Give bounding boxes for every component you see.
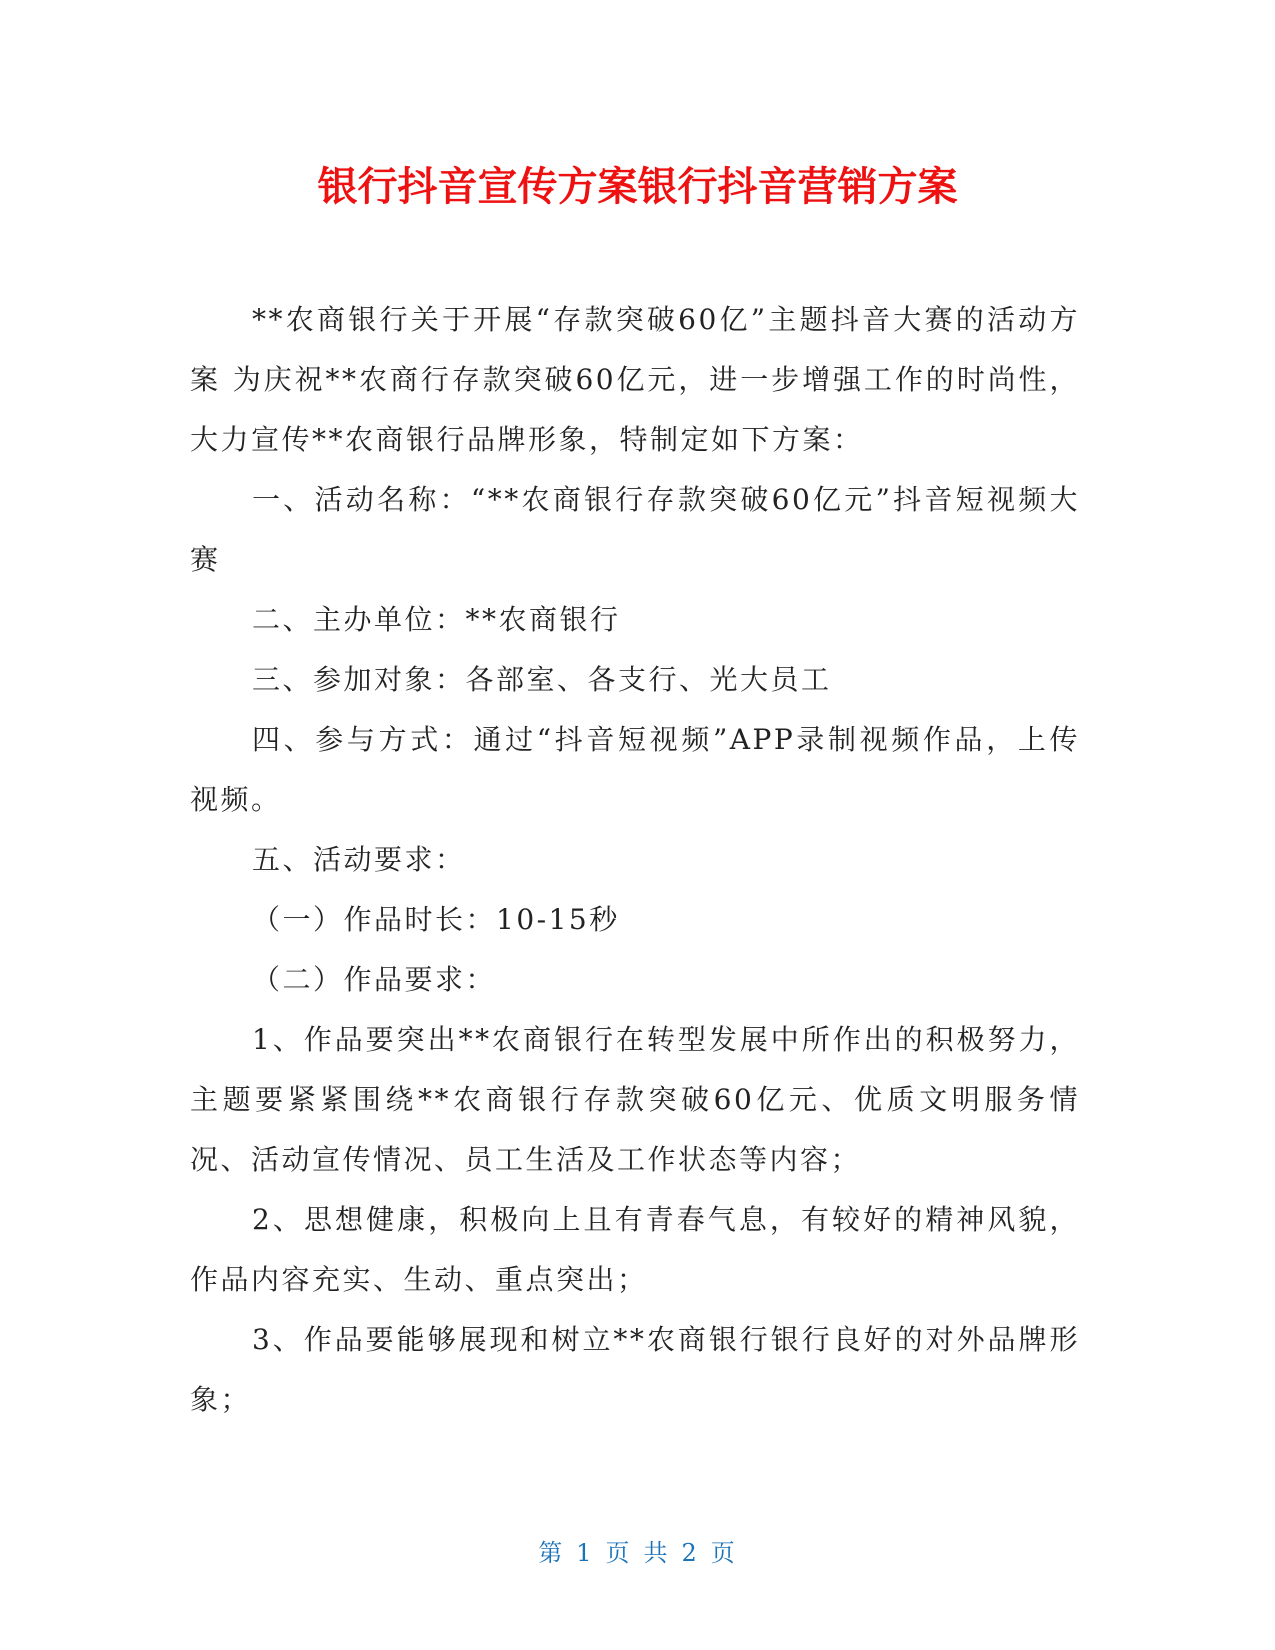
document-title: 银行抖音宣传方案银行抖音营销方案 [317, 164, 958, 210]
total-page-number: 2 [681, 1539, 699, 1567]
requirement-item-3: 3、作品要能够展现和树立**农商银行银行良好的对外品牌形象； [190, 1323, 1080, 1416]
duration-requirement: （一）作品时长：10-15秒 [252, 903, 620, 936]
work-requirement-heading: （二）作品要求： [252, 963, 497, 996]
requirement-item-2: 2、思想健康，积极向上且有青春气息，有较好的精神风貌，作品内容充实、生动、重点突出； [190, 1203, 1080, 1296]
total-label: 共 [643, 1539, 670, 1567]
page-unit: 页 [605, 1539, 632, 1567]
document-body [190, 290, 1080, 1430]
page-label: 第 [538, 1539, 565, 1567]
activity-name-paragraph: 一、活动名称：“**农商银行存款突破60亿元”抖音短视频大赛 [190, 483, 1080, 576]
total-unit: 页 [710, 1539, 737, 1567]
requirements-heading: 五、活动要求： [252, 843, 466, 876]
page-footer [0, 1538, 1275, 1568]
current-page-number: 1 [576, 1539, 594, 1567]
participation-method-paragraph: 四、参与方式：通过“抖音短视频”APP录制视频作品，上传视频。 [190, 723, 1080, 816]
intro-paragraph: **农商银行关于开展“存款突破60亿”主题抖音大赛的活动方案 为庆祝**农商行存款突破60亿元，进一步增强工作的时尚性，大力宣传**农商银行品牌形象，特制定如下方案： [190, 303, 1080, 456]
participants-paragraph: 三、参加对象：各部室、各支行、光大员工 [252, 663, 832, 696]
requirement-item-1: 1、作品要突出**农商银行在转型发展中所作出的积极努力，主题要紧紧围绕**农商银行存款突破60亿元、优质文明服务情况、活动宣传情况、员工生活及工作状态等内容； [190, 1023, 1080, 1176]
organizer-paragraph: 二、主办单位：**农商银行 [252, 603, 621, 636]
